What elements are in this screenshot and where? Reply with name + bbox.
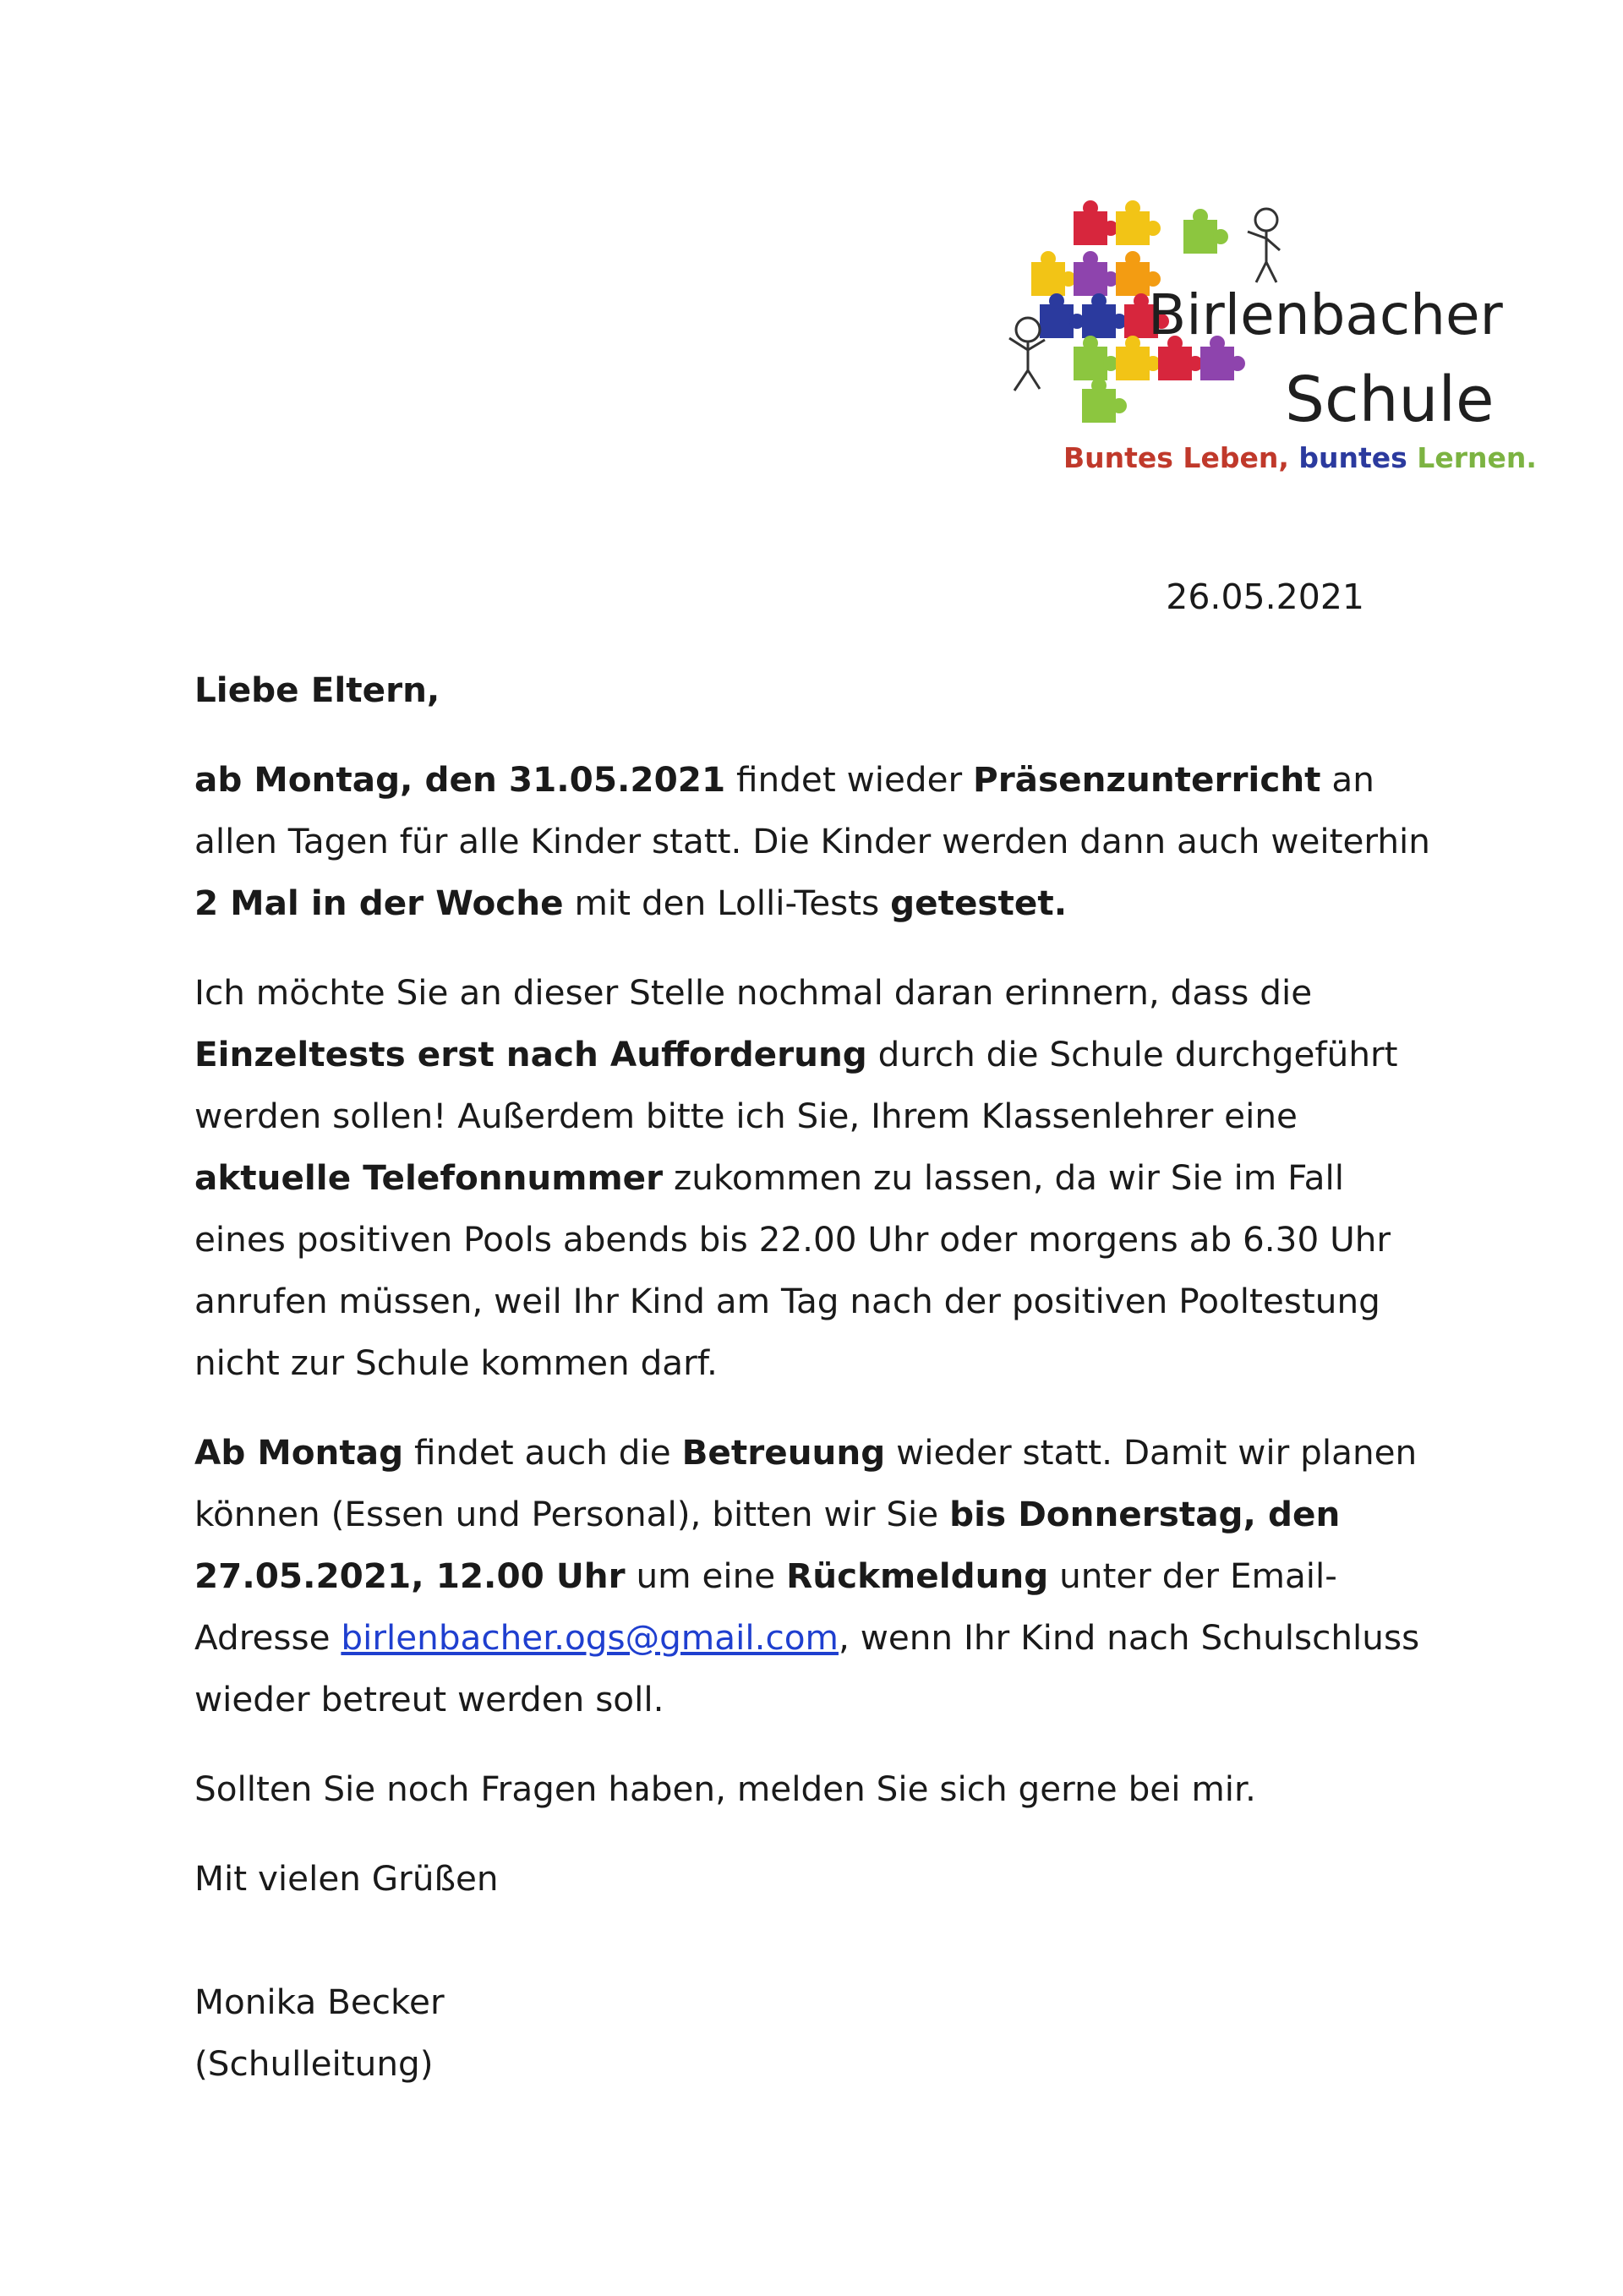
salutation: Liebe Eltern,: [194, 670, 440, 710]
puzzle-piece: [1183, 209, 1228, 254]
paragraph-3: Ab Montag findet auch die Betreuung wieder statt. Damit wir planen können (Essen und Personal), bitten wir Sie bis Donnerstag, den 27.05.2021, 12.00 Uhr um eine Rückmeldung unter der Email-Adresse birlenbacher.ogs@gmail.com, wenn Ihr Kind nach Schulschluss wieder betreut werden soll.: [194, 1432, 1420, 1719]
puzzle-piece: [1082, 293, 1127, 338]
puzzle-piece: [1116, 200, 1161, 245]
puzzle-piece: [1040, 293, 1085, 338]
logo-name-line2: Schule: [1285, 364, 1495, 436]
school-logo: [997, 194, 1537, 482]
paragraph-4: Sollten Sie noch Fragen haben, melden Sie sich gerne bei mir.: [194, 1768, 1256, 1809]
logo-name-line1: Birlenbacher: [1148, 282, 1503, 347]
letter-date: 26.05.2021: [1166, 577, 1364, 617]
signature-name: Monika Becker: [194, 1982, 445, 2022]
slogan-part1: Buntes Leben,: [1063, 441, 1289, 474]
paragraph-1: ab Montag, den 31.05.2021 findet wieder Präsenzunterricht an allen Tagen für alle Kinder statt. Die Kinder werden dann auch weiterhin 2 Mal in der Woche mit den Lolli-Tests getestet.: [194, 759, 1430, 923]
slogan-part3: Lernen.: [1417, 441, 1537, 474]
signature-role: (Schulleitung): [194, 2043, 434, 2084]
slogan-part2: buntes: [1298, 441, 1407, 474]
puzzle-piece: [1074, 251, 1118, 296]
puzzle-piece: [1074, 200, 1118, 245]
letter-body: [194, 659, 1445, 2123]
paragraph-2: Ich möchte Sie an dieser Stelle nochmal daran erinnern, dass die Einzeltests erst nach Aufforderung durch die Schule durchgeführt werden sollen! Außerdem bitte ich Sie, Ihrem Klassenlehrer eine aktuelle Telefonnummer zukommen zu lassen, da wir Sie im Fall eines positiven Pools abends bis 22.00 Uhr oder morgens ab 6.30 Uhr anrufen müssen, weil Ihr Kind am Tag nach der positiven Pooltestung nicht zur Schule kommen darf.: [194, 972, 1398, 1383]
puzzle-piece: [1082, 378, 1127, 423]
signature: [194, 1971, 1445, 2095]
puzzle-piece: [1074, 336, 1118, 380]
puzzle-piece: [1031, 251, 1076, 296]
email-link[interactable]: birlenbacher.ogs@gmail.com: [341, 1617, 839, 1658]
closing: Mit vielen Grüßen: [194, 1858, 499, 1899]
logo-slogan: [1063, 441, 1537, 474]
